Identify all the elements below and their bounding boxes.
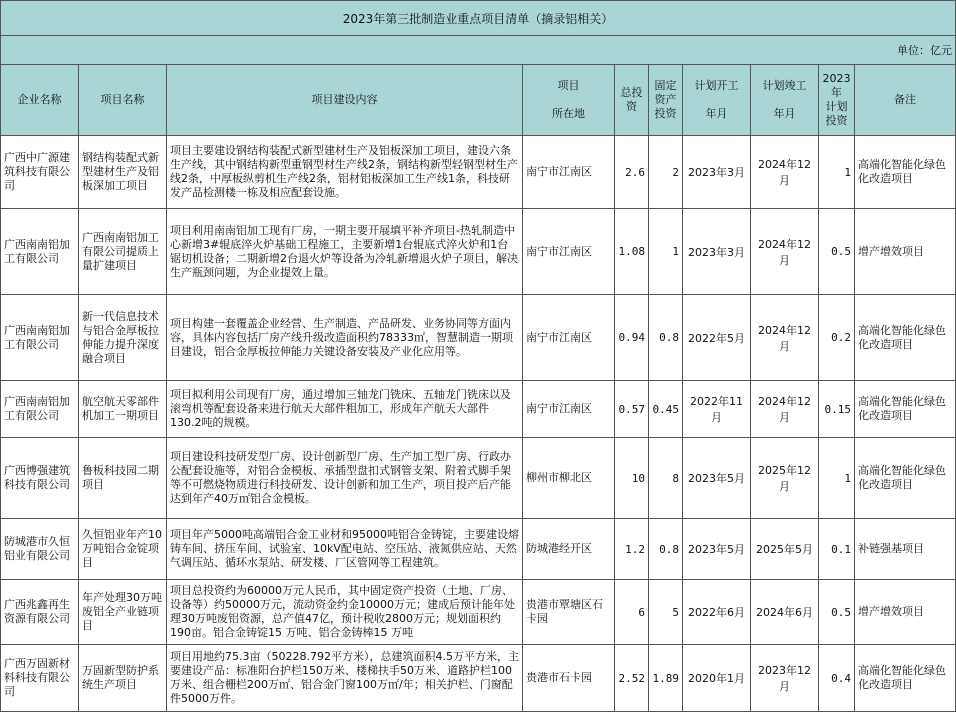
- header-end-line2: 年月: [773, 107, 796, 120]
- cell-content: 项目总投资约为60000万元人民币，其中固定资产投资（土地、厂房、设备等）约50000万元，流动资金约金10000万元；建成后预计能年处理30万吨废铝资源，总产值47亿，预计税收2800万元；规划面积约190亩。铝合金铸锭15 万吨、铝合金铸棒15 万吨: [167, 580, 523, 645]
- cell-note: 补链强基项目: [855, 519, 956, 580]
- cell-location: 贵港市石卡园: [523, 645, 615, 712]
- table-row: [1, 209, 956, 295]
- cell-content: 项目用地约75.3亩（50228.792平方米），总建筑面积4.5万平方米，主要建设产品：标准阳台护栏150万米、楼梯扶手50万米、道路护栏100万米、组合栅栏200万㎡、铝合金门窗100万㎡/年；相关护栏、门窗配件5000万件。: [167, 645, 523, 712]
- header-plan-line4: 投资: [825, 114, 848, 127]
- cell-fixed: 2: [649, 136, 683, 209]
- cell-location: 柳州市柳北区: [523, 438, 615, 519]
- cell-total: 0.94: [615, 295, 649, 381]
- header-content: 项目建设内容: [167, 65, 523, 136]
- cell-fixed: 0.8: [649, 519, 683, 580]
- cell-plan: 0.1: [819, 519, 855, 580]
- cell-company: 广西南南铝加工有限公司: [1, 209, 79, 295]
- cell-company: 广西兆鑫再生资源有限公司: [1, 580, 79, 645]
- cell-project: 航空航天零部件机加工一期项目: [79, 381, 167, 438]
- cell-note: 高端化智能化绿色化改造项目: [855, 645, 956, 712]
- cell-total: 0.57: [615, 381, 649, 438]
- header-fixed-line2: 资产: [654, 93, 677, 106]
- cell-project: 万固新型防护系统生产项目: [79, 645, 167, 712]
- cell-start: 2022年6月: [683, 580, 751, 645]
- header-row: [1, 65, 956, 136]
- cell-end: 2023年12月: [751, 645, 819, 712]
- title-row: [1, 1, 956, 36]
- cell-end: 2024年12月: [751, 381, 819, 438]
- header-total-line1: 总投: [620, 86, 643, 99]
- cell-note: 增产增效项目: [855, 209, 956, 295]
- cell-end: 2024年12月: [751, 209, 819, 295]
- cell-start: 2023年5月: [683, 519, 751, 580]
- table-row: [1, 381, 956, 438]
- cell-plan: 0.15: [819, 381, 855, 438]
- cell-start: 2023年5月: [683, 438, 751, 519]
- cell-location: 南宁市江南区: [523, 136, 615, 209]
- header-fixed: [649, 65, 683, 136]
- cell-total: 1.2: [615, 519, 649, 580]
- cell-company: 广西万固新材料科技有限公司: [1, 645, 79, 712]
- header-location-line2: 所在地: [552, 107, 585, 120]
- cell-company: 广西南南铝加工有限公司: [1, 381, 79, 438]
- table-row: [1, 580, 956, 645]
- cell-note: 高端化智能化绿色化改造项目: [855, 381, 956, 438]
- cell-end: 2024年12月: [751, 136, 819, 209]
- cell-plan: 1: [819, 438, 855, 519]
- header-project: 项目名称: [79, 65, 167, 136]
- cell-company: 广西博强建筑科技有限公司: [1, 438, 79, 519]
- header-location: [523, 65, 615, 136]
- cell-start: 2023年3月: [683, 136, 751, 209]
- cell-total: 2.6: [615, 136, 649, 209]
- cell-note: 高端化智能化绿色化改造项目: [855, 136, 956, 209]
- cell-plan: 0.5: [819, 580, 855, 645]
- cell-project: 广西南南铝加工有限公司提质上量扩建项目: [79, 209, 167, 295]
- cell-location: 贵港市覃塘区石卡园: [523, 580, 615, 645]
- cell-content: 项目拟利用公司现有厂房，通过增加三轴龙门铣床、五轴龙门铣床以及滚弯机等配套设备来进行航天大部件粗加工，形成年产航天大部件130.2吨的规模。: [167, 381, 523, 438]
- header-total: [615, 65, 649, 136]
- cell-total: 2.52: [615, 645, 649, 712]
- cell-project: 新一代信息技术与铝合金厚板拉伸能力提升深度融合项目: [79, 295, 167, 381]
- cell-note: 高端化智能化绿色化改造项目: [855, 295, 956, 381]
- cell-fixed: 0.8: [649, 295, 683, 381]
- cell-note: 增产增效项目: [855, 580, 956, 645]
- cell-company: 广西中广源建筑科技有限公司: [1, 136, 79, 209]
- cell-plan: 0.5: [819, 209, 855, 295]
- cell-location: 防城港经开区: [523, 519, 615, 580]
- cell-fixed: 1.89: [649, 645, 683, 712]
- cell-start: 2022年11月: [683, 381, 751, 438]
- cell-plan: 0.2: [819, 295, 855, 381]
- cell-location: 南宁市江南区: [523, 381, 615, 438]
- table-row: [1, 295, 956, 381]
- cell-start: 2020年1月: [683, 645, 751, 712]
- header-note: 备注: [855, 65, 956, 136]
- header-end-line1: 计划竣工: [762, 79, 807, 92]
- table-row: [1, 645, 956, 712]
- cell-content: 项目构建一套覆盖企业经营、生产制造、产品研发、业务协同等方面内容，具体内容包括厂房产线升级改造面积约78333㎡，智慧制造一期项目建设，铝合金厚板拉伸能力关键设备安装及产业化应用等。: [167, 295, 523, 381]
- cell-company: 防城港市久恒铝业有限公司: [1, 519, 79, 580]
- cell-total: 1.08: [615, 209, 649, 295]
- header-fixed-line3: 投资: [654, 107, 677, 120]
- cell-start: 2023年3月: [683, 209, 751, 295]
- cell-project: 鲁板科技园二期项目: [79, 438, 167, 519]
- table-row: [1, 136, 956, 209]
- header-plan-line1: 2023: [822, 72, 851, 85]
- cell-fixed: 0.45: [649, 381, 683, 438]
- table-row: [1, 519, 956, 580]
- cell-end: 2025年5月: [751, 519, 819, 580]
- header-plan-line3: 计划: [825, 100, 848, 113]
- unit-label: 单位：亿元: [1, 36, 956, 65]
- cell-project: 年产处理30万吨废铝全产业链项目: [79, 580, 167, 645]
- cell-content: 项目建设科技研发型厂房、设计创新型厂房、生产加工型厂房、行政办公配套设施等，对铝合金模板、承插型盘扣式钢管支架、附着式脚手架等不可燃烧物质进行科技研发、设计创新和加工生产，项目投产后产能达到年产40万㎡铝合金模板。: [167, 438, 523, 519]
- unit-row: [1, 36, 956, 65]
- table-row: [1, 438, 956, 519]
- cell-content: 项目主要建设钢结构装配式新型建材生产及铝板深加工项目，建设六条生产线，其中钢结构新型重钢型材生产线2条，钢结构新型轻钢型材生产线2条，中厚板纵剪机生产线2条，铝材铝板深加工生产线1条，科技研发产品检测楼一栋及相应配套设施。: [167, 136, 523, 209]
- cell-company: 广西南南铝加工有限公司: [1, 295, 79, 381]
- cell-end: 2024年12月: [751, 295, 819, 381]
- header-location-line1: 项目: [557, 79, 580, 92]
- cell-plan: 0.4: [819, 645, 855, 712]
- header-fixed-line1: 固定: [654, 79, 677, 92]
- header-end: [751, 65, 819, 136]
- cell-note: 高端化智能化绿色化改造项目: [855, 438, 956, 519]
- cell-plan: 1: [819, 136, 855, 209]
- cell-content: 项目年产5000吨高端铝合金工业材和95000吨铝合金铸锭，主要建设熔铸车间、挤压车间、试验室、10kV配电站、空压站、液氮供应站、天然气调压站、循环水泵站、研发楼、厂区管网等工程建筑。: [167, 519, 523, 580]
- cell-location: 南宁市江南区: [523, 295, 615, 381]
- cell-fixed: 5: [649, 580, 683, 645]
- table-title: 2023年第三批制造业重点项目清单（摘录铝相关）: [1, 1, 956, 36]
- cell-start: 2022年5月: [683, 295, 751, 381]
- cell-fixed: 1: [649, 209, 683, 295]
- cell-end: 2024年6月: [751, 580, 819, 645]
- cell-total: 6: [615, 580, 649, 645]
- cell-content: 项目利用南南铝加工现有厂房，一期主要开展填平补齐项目-热轧制造中心新增3#辊底淬火炉基础工程施工，主要新增1台辊底式淬火炉和1台锯切机设备；二期新增2台退火炉等设备为冷轧新增退火炉子项目，解决生产瓶颈问题，为企业提效上量。: [167, 209, 523, 295]
- header-company: 企业名称: [1, 65, 79, 136]
- cell-project: 久恒铝业年产10万吨铝合金锭项目: [79, 519, 167, 580]
- header-plan: [819, 65, 855, 136]
- header-start: [683, 65, 751, 136]
- header-start-line1: 计划开工: [694, 79, 739, 92]
- cell-location: 南宁市江南区: [523, 209, 615, 295]
- header-start-line2: 年月: [705, 107, 728, 120]
- cell-fixed: 8: [649, 438, 683, 519]
- cell-end: 2025年12月: [751, 438, 819, 519]
- cell-total: 10: [615, 438, 649, 519]
- cell-project: 钢结构装配式新型建材生产及铝板深加工项目: [79, 136, 167, 209]
- header-total-line2: 资: [626, 100, 637, 113]
- header-plan-line2: 年: [831, 86, 842, 99]
